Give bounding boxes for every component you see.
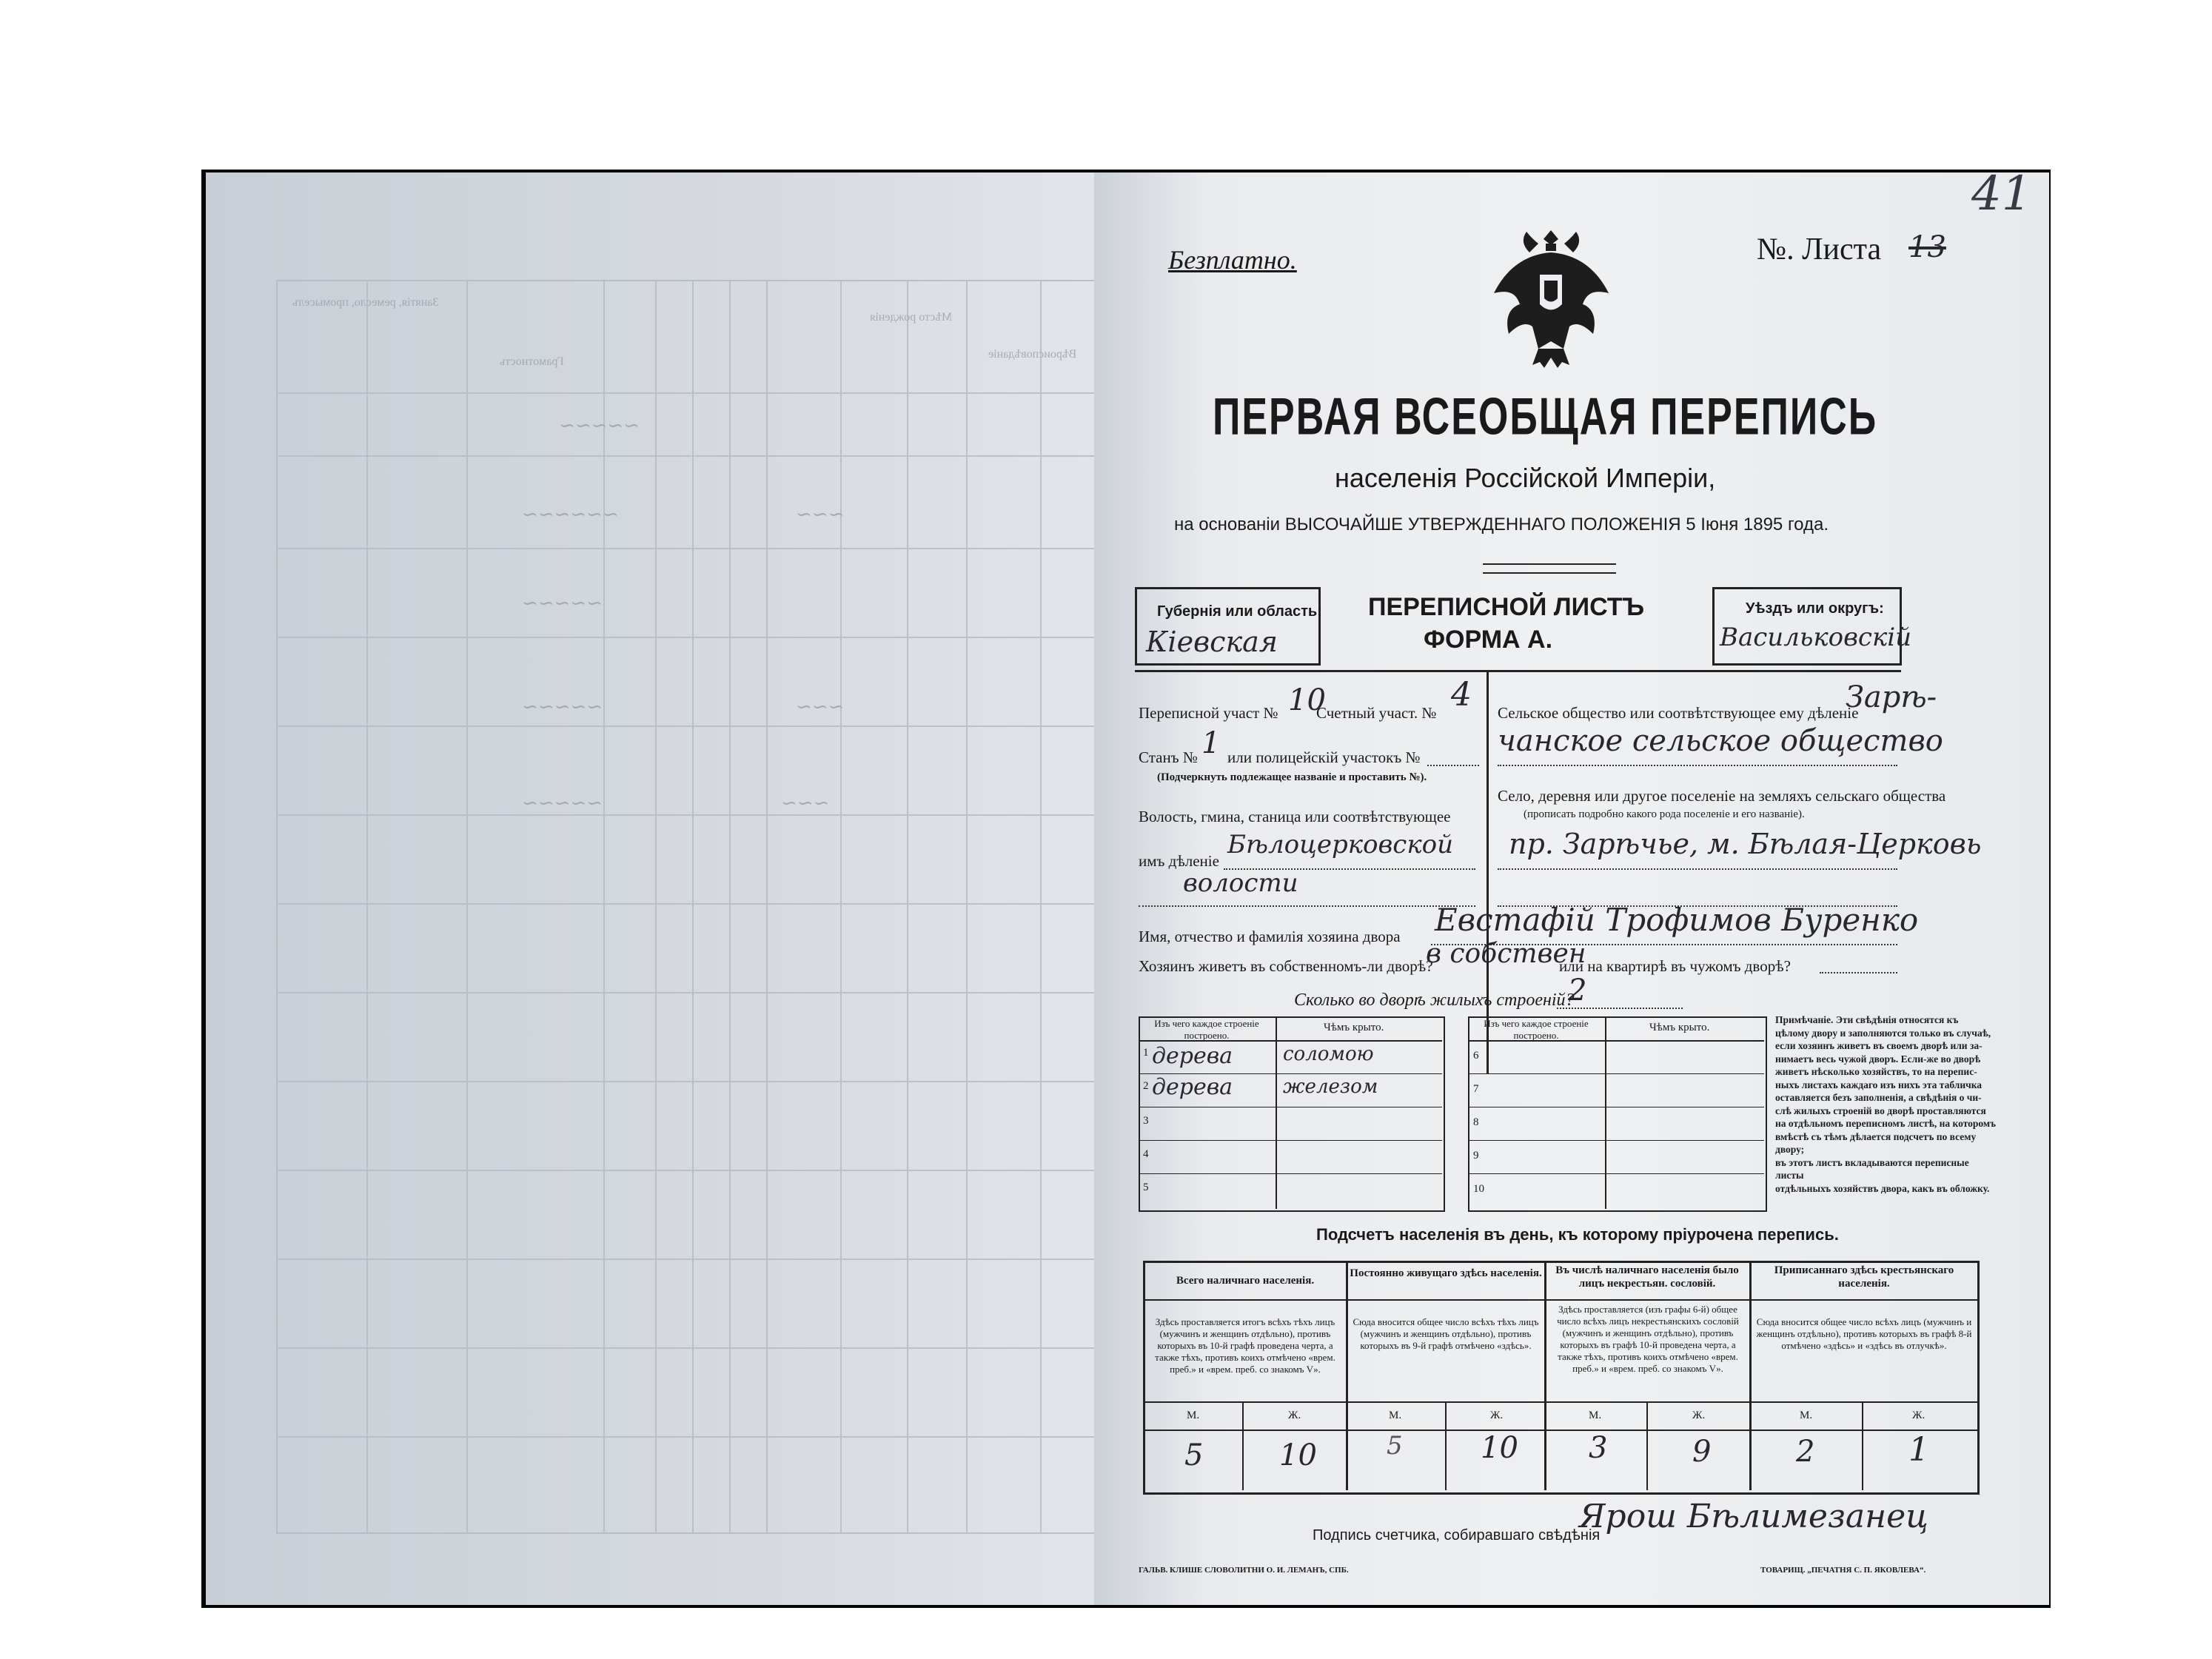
ornament-divider	[1483, 563, 1616, 574]
left-page-faded-table: Занятія, ремесло, промыселъ Грамотность Мѣсто рожденія Вѣроисповѣданіе ~~~~~ ~~~~~~ ~~~ ~~~~~ ~~~~~ ~~~ ~~~~~ ~~~	[276, 280, 1108, 1534]
building-roof: железом	[1283, 1076, 1378, 1098]
census-district-value: 10	[1288, 683, 1326, 717]
census-district-label: Переписной участ №	[1139, 704, 1278, 722]
note-line: на отдѣльномъ переписномъ листѣ, на которомъ	[1775, 1118, 1996, 1129]
counting-district-label: Счетный участ. №	[1316, 704, 1437, 722]
col-roof-header-2: Чѣмъ крыто.	[1649, 1022, 1710, 1033]
female-label: Ж.	[1692, 1410, 1706, 1421]
district-label: Уѣздъ или округъ:	[1746, 600, 1884, 617]
buildings-table-right	[1468, 1016, 1767, 1212]
form-a-label: ФОРМА А.	[1424, 626, 1553, 654]
group-header-permanent: Постоянно живущаго здѣсь населенія.	[1350, 1267, 1542, 1279]
col-material-header: Изъ чего каждое строеніе построено.	[1154, 1018, 1259, 1041]
group-desc-non-peasant: Здѣсь проставляется (изъ графы 6-й) общее число всѣхъ лицъ некрестьянскихъ сословій (мужчинъ и женщинъ отдѣльно), противъ которыхъ въ графѣ 10-й проведена черта, а также тѣхъ, противъ коихъ отмѣчено «врем. преб.» и «врем. преб. со знакомъ V».	[1557, 1304, 1739, 1374]
male-label: М.	[1389, 1410, 1402, 1421]
building-row-num: 5	[1143, 1182, 1149, 1193]
census-legal-basis: на основаніи ВЫСОЧАЙШЕ УТВЕРЖДЕННАГО ПОЛОЖЕНІЯ 5 Іюня 1895 года.	[1174, 515, 1829, 534]
col-material-header-2: Изъ чего каждое строеніе построено.	[1484, 1018, 1589, 1041]
group-desc-permanent: Сюда вносится общее число всѣхъ тѣхъ лицъ (мужчинъ и женщинъ отдѣльно), противъ которыхъ въ 9-й графѣ отмѣчено «здѣсь».	[1353, 1316, 1539, 1351]
volost-label-2: имъ дѣленіе	[1139, 852, 1219, 870]
lives-label-2: или на квартирѣ въ чужомъ дворѣ?	[1559, 957, 1791, 975]
building-row-num: 9	[1473, 1150, 1479, 1162]
sheet-number-label: №. Листа	[1757, 232, 1882, 267]
population-count-title: Подсчетъ населенія въ день, къ которому пріурочена перепись.	[1316, 1225, 1839, 1244]
male-label: М.	[1800, 1410, 1813, 1421]
building-material: дерева	[1152, 1043, 1233, 1069]
volost-label: Волость, гмина, станица или соотвѣтствующее	[1139, 808, 1451, 825]
lives-label: Хозяинъ живетъ въ собственномъ-ли дворѣ?	[1139, 957, 1433, 975]
group-header-total: Всего наличнаго населенія.	[1176, 1275, 1315, 1287]
printer-footer-left: ГАЛЬВ. КЛИШЕ СЛОВОЛИТНИ О. И. ЛЕМАНЪ, СПБ.	[1139, 1566, 1349, 1575]
census-main-title: ПЕРВАЯ ВСЕОБЩАЯ ПЕРЕПИСЬ	[1213, 388, 1878, 446]
group-desc-registered-peasant: Сюда вносится общее число всѣхъ лицъ (мужчинъ и женщинъ отдѣльно), противъ которыхъ въ графѣ 8-й отмѣчено «здѣсь» и «здѣсь въ отлучкѣ».	[1756, 1316, 1972, 1351]
underline-note: (Подчеркнуть подлежащее названіе и проставить №).	[1157, 771, 1427, 783]
printer-footer-right: ТОВАРИЩ. „ПЕЧАТНЯ С. П. ЯКОВЛЕВА“.	[1760, 1566, 1926, 1575]
building-roof: соломою	[1283, 1043, 1374, 1065]
population-table	[1143, 1261, 1980, 1495]
buildings-count-label: Сколько во дворѣ жилыхъ строеній?	[1294, 991, 1575, 1010]
left-page	[206, 172, 1120, 1605]
note-block	[1775, 1013, 1997, 1195]
lives-value: в собствен	[1426, 939, 1586, 969]
province-value: Кіевская	[1146, 626, 1278, 658]
col-roof-header: Чѣмъ крыто.	[1324, 1022, 1384, 1033]
archive-page-number: 41	[1971, 172, 2032, 221]
building-row-num: 1	[1143, 1047, 1149, 1059]
signature-label: Подпись счетчика, собиравшаго свѣдѣнія	[1313, 1527, 1601, 1544]
female-label: Ж.	[1490, 1410, 1504, 1421]
free-of-charge-label: Безплатно.	[1168, 245, 1297, 275]
note-line: ныхъ листахъ каждаго изъ нихъ эта табличка	[1775, 1079, 1983, 1090]
census-form-page	[1094, 172, 2049, 1605]
sheet-title: ПЕРЕПИСНОЙ ЛИСТЪ	[1368, 593, 1645, 621]
building-row-num: 7	[1473, 1083, 1479, 1095]
owner-label: Имя, отчество и фамилія хозяина двора	[1139, 928, 1401, 945]
building-row-num: 8	[1473, 1116, 1479, 1128]
registered-female-value: 1	[1908, 1431, 1929, 1469]
permanent-female-value: 10	[1481, 1431, 1518, 1465]
female-label: Ж.	[1912, 1410, 1926, 1421]
district-value: Васильковскій	[1720, 623, 1912, 652]
total-male-value: 5	[1184, 1438, 1204, 1472]
stan-label: Станъ №	[1139, 748, 1198, 766]
group-header-non-peasant: Въ числѣ наличнаго населенія было лицъ некрестьян. сословій.	[1555, 1264, 1739, 1290]
stan-value: 1	[1201, 726, 1221, 760]
volost-value-2: волости	[1183, 868, 1298, 898]
total-female-value: 10	[1279, 1438, 1317, 1472]
non-peasant-male-value: 3	[1589, 1431, 1608, 1465]
society-label: Сельское общество или соотвѣтствующее ему дѣленіе	[1498, 704, 1859, 722]
society-value-2: чанское сельское общество	[1498, 724, 1943, 758]
non-peasant-female-value: 9	[1692, 1435, 1712, 1469]
owner-value: Евстафій Трофимов Буренко	[1435, 902, 1919, 938]
group-desc-total: Здѣсь проставляется итогъ всѣхъ тѣхъ лицъ (мужчинъ и женщинъ отдѣльно), противъ которыхъ въ 10-й графѣ проведена черта, а также тѣхъ, противъ коихъ отмѣчено «врем. преб.» и «врем. преб. со знакомъ V».	[1155, 1316, 1335, 1375]
female-label: Ж.	[1288, 1410, 1301, 1421]
building-material: дерева	[1152, 1074, 1233, 1100]
building-row-num: 10	[1473, 1183, 1484, 1195]
registered-male-value: 2	[1796, 1435, 1815, 1469]
province-label: Губернія или область:	[1157, 603, 1322, 620]
permanent-male-value: 5	[1387, 1431, 1403, 1461]
volost-value: Бѣлоцерковской	[1227, 830, 1453, 859]
note-line: слѣ жилыхъ строеній во дворѣ проставляются	[1775, 1105, 1986, 1116]
note-line: въ этотъ листъ вкладываются переписные листы	[1775, 1156, 1969, 1181]
imperial-eagle-emblem	[1487, 223, 1616, 371]
building-row-num: 2	[1143, 1080, 1149, 1092]
village-value: пр. Зарѣчье, м. Бѣлая-Церковь	[1509, 828, 1982, 860]
male-label: М.	[1187, 1410, 1200, 1421]
note-line: нимаетъ весь чужой дворъ. Если-же во дворѣ	[1775, 1053, 1981, 1065]
society-value: Зарѣ-	[1846, 680, 1937, 714]
note-line: если хозяинъ живетъ въ своемъ дворѣ или за-	[1775, 1040, 1983, 1051]
note-line: вмѣстѣ съ тѣмъ дѣлается подсчетъ по всему двору;	[1775, 1130, 1977, 1155]
buildings-count-value: 2	[1568, 973, 1587, 1008]
building-row-num: 6	[1473, 1050, 1479, 1062]
police-district-label: или полицейскій участокъ №	[1227, 748, 1421, 766]
male-label: М.	[1589, 1410, 1602, 1421]
sheet-number-value: 13	[1908, 230, 1946, 264]
note-line: оставляется безъ заполненія, а свѣдѣнія о чи-	[1775, 1092, 1982, 1103]
note-line: цѣлому двору и заполняются только въ случаѣ,	[1775, 1027, 1991, 1039]
building-row-num: 3	[1143, 1115, 1149, 1127]
form-center-divider	[1487, 670, 1489, 1073]
header-rule	[1135, 670, 1901, 672]
note-line: Примѣчаніе. Эти свѣдѣнія относятся къ	[1775, 1014, 1959, 1025]
census-subtitle: населенія Россійской Имперіи,	[1335, 463, 1716, 493]
group-header-registered-peasant: Приписаннаго здѣсь крестьянскаго населенія.	[1774, 1264, 1954, 1290]
counting-district-value: 4	[1451, 676, 1472, 714]
building-row-num: 4	[1143, 1148, 1149, 1160]
village-note: (прописать подробно какого рода поселеніе и его названіе).	[1524, 808, 1805, 820]
village-label: Село, деревня или другое поселеніе на земляхъ сельскаго общества	[1498, 787, 1946, 805]
note-line: отдѣльныхъ хозяйствъ двора, какъ въ обложку.	[1775, 1182, 1990, 1194]
enumerator-signature: Ярош Бѣлимезанец	[1579, 1498, 1928, 1535]
note-line: живетъ нѣсколько хозяйствъ, то на перепис-	[1775, 1066, 1977, 1077]
